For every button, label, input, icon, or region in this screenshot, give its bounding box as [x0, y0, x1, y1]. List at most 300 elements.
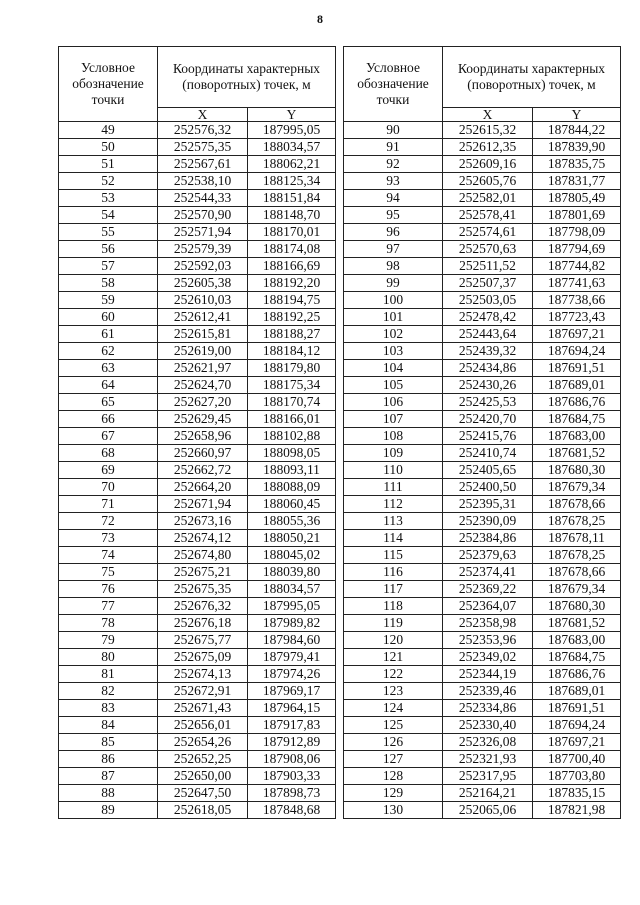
- point-number-cell: 102: [344, 326, 443, 343]
- y-coordinate-cell: 187835,15: [533, 785, 621, 802]
- x-coordinate-cell: 252430,26: [443, 377, 533, 394]
- x-coordinate-cell: 252672,91: [158, 683, 248, 700]
- table-row: [59, 462, 336, 479]
- x-coordinate-cell: 252582,01: [443, 190, 533, 207]
- point-number-cell: 79: [59, 632, 158, 649]
- y-coordinate-cell: 187700,40: [533, 751, 621, 768]
- point-number-cell: 68: [59, 445, 158, 462]
- point-number-cell: 122: [344, 666, 443, 683]
- point-number-cell: 130: [344, 802, 443, 819]
- x-coordinate-cell: 252609,16: [443, 156, 533, 173]
- point-number-cell: 54: [59, 207, 158, 224]
- x-coordinate-cell: 252615,81: [158, 326, 248, 343]
- table-row: [59, 479, 336, 496]
- table-row: [344, 751, 621, 768]
- x-coordinate-cell: 252344,19: [443, 666, 533, 683]
- point-number-cell: 116: [344, 564, 443, 581]
- y-coordinate-cell: 187678,25: [533, 513, 621, 530]
- point-number-cell: 121: [344, 649, 443, 666]
- table-row: [59, 139, 336, 156]
- point-number-cell: 73: [59, 530, 158, 547]
- point-number-cell: 120: [344, 632, 443, 649]
- point-number-cell: 91: [344, 139, 443, 156]
- x-coordinate-cell: 252575,35: [158, 139, 248, 156]
- y-coordinate-cell: 187680,30: [533, 462, 621, 479]
- point-number-cell: 123: [344, 683, 443, 700]
- table-row: [59, 156, 336, 173]
- table-row: [59, 734, 336, 751]
- point-number-cell: 100: [344, 292, 443, 309]
- point-number-cell: 62: [59, 343, 158, 360]
- x-coordinate-cell: 252374,41: [443, 564, 533, 581]
- point-number-cell: 71: [59, 496, 158, 513]
- table-row: [59, 802, 336, 819]
- table-row: [59, 411, 336, 428]
- table-row: [59, 581, 336, 598]
- x-coordinate-cell: 252676,32: [158, 598, 248, 615]
- x-coordinate-cell: 252579,39: [158, 241, 248, 258]
- y-coordinate-cell: 187680,30: [533, 598, 621, 615]
- y-coordinate-cell: 188151,84: [248, 190, 336, 207]
- y-coordinate-cell: 187678,25: [533, 547, 621, 564]
- point-number-cell: 114: [344, 530, 443, 547]
- y-coordinate-cell: 187723,43: [533, 309, 621, 326]
- point-number-cell: 76: [59, 581, 158, 598]
- y-coordinate-cell: 187903,33: [248, 768, 336, 785]
- x-coordinate-cell: 252065,06: [443, 802, 533, 819]
- x-coordinate-cell: 252321,93: [443, 751, 533, 768]
- point-number-cell: 104: [344, 360, 443, 377]
- table-row: [344, 190, 621, 207]
- y-coordinate-cell: 187908,06: [248, 751, 336, 768]
- point-number-cell: 59: [59, 292, 158, 309]
- point-number-cell: 78: [59, 615, 158, 632]
- table-row: [344, 173, 621, 190]
- x-coordinate-cell: 252612,41: [158, 309, 248, 326]
- table-row: [59, 292, 336, 309]
- x-coordinate-cell: 252674,13: [158, 666, 248, 683]
- x-coordinate-cell: 252656,01: [158, 717, 248, 734]
- x-coordinate-cell: 252420,70: [443, 411, 533, 428]
- x-coordinate-cell: 252567,61: [158, 156, 248, 173]
- y-coordinate-cell: 187678,66: [533, 564, 621, 581]
- x-coordinate-cell: 252619,00: [158, 343, 248, 360]
- x-coordinate-cell: 252369,22: [443, 581, 533, 598]
- x-coordinate-cell: 252395,31: [443, 496, 533, 513]
- table-row: [59, 700, 336, 717]
- table-row: [59, 360, 336, 377]
- x-coordinate-cell: 252353,96: [443, 632, 533, 649]
- y-coordinate-cell: 187741,63: [533, 275, 621, 292]
- y-column-header: Y: [533, 108, 621, 122]
- table-row: [59, 190, 336, 207]
- y-coordinate-cell: 188148,70: [248, 207, 336, 224]
- x-coordinate-cell: 252624,70: [158, 377, 248, 394]
- y-coordinate-cell: 187964,15: [248, 700, 336, 717]
- x-coordinate-cell: 252390,09: [443, 513, 533, 530]
- table-row: [344, 156, 621, 173]
- x-coordinate-cell: 252571,94: [158, 224, 248, 241]
- table-row: [344, 292, 621, 309]
- y-coordinate-cell: 187679,34: [533, 581, 621, 598]
- y-coordinate-cell: 188175,34: [248, 377, 336, 394]
- table-row: [344, 513, 621, 530]
- point-number-cell: 97: [344, 241, 443, 258]
- y-coordinate-cell: 187839,90: [533, 139, 621, 156]
- x-coordinate-cell: 252612,35: [443, 139, 533, 156]
- point-number-cell: 115: [344, 547, 443, 564]
- point-number-cell: 106: [344, 394, 443, 411]
- table-row: [59, 717, 336, 734]
- y-coordinate-cell: 187744,82: [533, 258, 621, 275]
- table-row: [59, 530, 336, 547]
- point-number-cell: 64: [59, 377, 158, 394]
- x-coordinate-cell: 252660,97: [158, 445, 248, 462]
- point-column-header: Условное обозначение точки: [344, 47, 443, 122]
- x-coordinate-cell: 252439,32: [443, 343, 533, 360]
- point-number-cell: 61: [59, 326, 158, 343]
- y-coordinate-cell: 187844,22: [533, 122, 621, 139]
- y-coordinate-cell: 187697,21: [533, 326, 621, 343]
- x-coordinate-cell: 252605,38: [158, 275, 248, 292]
- point-number-cell: 108: [344, 428, 443, 445]
- point-number-cell: 56: [59, 241, 158, 258]
- x-coordinate-cell: 252576,32: [158, 122, 248, 139]
- x-coordinate-cell: 252647,50: [158, 785, 248, 802]
- table-row: [59, 394, 336, 411]
- y-coordinate-cell: 187679,34: [533, 479, 621, 496]
- point-number-cell: 74: [59, 547, 158, 564]
- table-row: [59, 445, 336, 462]
- point-number-cell: 82: [59, 683, 158, 700]
- table-row: [59, 343, 336, 360]
- y-coordinate-cell: 187805,49: [533, 190, 621, 207]
- table-row: [59, 598, 336, 615]
- y-coordinate-cell: 187691,51: [533, 360, 621, 377]
- point-number-cell: 127: [344, 751, 443, 768]
- point-number-cell: 103: [344, 343, 443, 360]
- y-coordinate-cell: 187678,66: [533, 496, 621, 513]
- table-row: [344, 666, 621, 683]
- x-coordinate-cell: 252673,16: [158, 513, 248, 530]
- table-row: [344, 785, 621, 802]
- x-coordinate-cell: 252384,86: [443, 530, 533, 547]
- y-coordinate-cell: 187798,09: [533, 224, 621, 241]
- y-coordinate-cell: 188034,57: [248, 581, 336, 598]
- point-number-cell: 85: [59, 734, 158, 751]
- point-number-cell: 83: [59, 700, 158, 717]
- y-coordinate-cell: 188088,09: [248, 479, 336, 496]
- table-row: [344, 122, 621, 139]
- point-number-cell: 75: [59, 564, 158, 581]
- x-coordinate-cell: 252443,64: [443, 326, 533, 343]
- x-coordinate-cell: 252507,37: [443, 275, 533, 292]
- y-coordinate-cell: 187684,75: [533, 649, 621, 666]
- table-row: [59, 428, 336, 445]
- point-number-cell: 119: [344, 615, 443, 632]
- table-row: [344, 768, 621, 785]
- y-coordinate-cell: 188125,34: [248, 173, 336, 190]
- x-coordinate-cell: 252627,20: [158, 394, 248, 411]
- y-coordinate-cell: 187689,01: [533, 377, 621, 394]
- x-coordinate-cell: 252605,76: [443, 173, 533, 190]
- table-row: [344, 275, 621, 292]
- table-row: [59, 173, 336, 190]
- coordinates-table-left: [58, 46, 336, 819]
- table-row: [344, 717, 621, 734]
- y-coordinate-cell: 187831,77: [533, 173, 621, 190]
- table-row: [344, 598, 621, 615]
- table-row: [59, 632, 336, 649]
- y-coordinate-cell: 187917,83: [248, 717, 336, 734]
- point-number-cell: 126: [344, 734, 443, 751]
- x-coordinate-cell: 252478,42: [443, 309, 533, 326]
- point-number-cell: 101: [344, 309, 443, 326]
- y-coordinate-cell: 187979,41: [248, 649, 336, 666]
- point-number-cell: 105: [344, 377, 443, 394]
- x-coordinate-cell: 252578,41: [443, 207, 533, 224]
- point-number-cell: 118: [344, 598, 443, 615]
- y-coordinate-cell: 187681,52: [533, 615, 621, 632]
- table-row: [59, 547, 336, 564]
- table-row: [59, 224, 336, 241]
- table-row: [344, 462, 621, 479]
- x-coordinate-cell: 252621,97: [158, 360, 248, 377]
- point-number-cell: 88: [59, 785, 158, 802]
- point-number-cell: 117: [344, 581, 443, 598]
- x-coordinate-cell: 252574,61: [443, 224, 533, 241]
- point-number-cell: 92: [344, 156, 443, 173]
- y-coordinate-cell: 188179,80: [248, 360, 336, 377]
- x-coordinate-cell: 252662,72: [158, 462, 248, 479]
- x-coordinate-cell: 252544,33: [158, 190, 248, 207]
- point-number-cell: 81: [59, 666, 158, 683]
- table-row: [59, 326, 336, 343]
- y-coordinate-cell: 187694,24: [533, 717, 621, 734]
- table-row: [344, 411, 621, 428]
- point-number-cell: 52: [59, 173, 158, 190]
- x-coordinate-cell: 252538,10: [158, 173, 248, 190]
- x-coordinate-cell: 252400,50: [443, 479, 533, 496]
- x-coordinate-cell: 252671,43: [158, 700, 248, 717]
- x-coordinate-cell: 252349,02: [443, 649, 533, 666]
- table-row: [344, 632, 621, 649]
- point-number-cell: 67: [59, 428, 158, 445]
- y-coordinate-cell: 187678,11: [533, 530, 621, 547]
- point-number-cell: 58: [59, 275, 158, 292]
- y-coordinate-cell: 187989,82: [248, 615, 336, 632]
- x-coordinate-cell: 252410,74: [443, 445, 533, 462]
- point-number-cell: 112: [344, 496, 443, 513]
- y-coordinate-cell: 187681,52: [533, 445, 621, 462]
- y-coordinate-cell: 187683,00: [533, 632, 621, 649]
- y-coordinate-cell: 188060,45: [248, 496, 336, 513]
- point-number-cell: 124: [344, 700, 443, 717]
- y-coordinate-cell: 187995,05: [248, 598, 336, 615]
- table-row: [344, 683, 621, 700]
- y-coordinate-cell: 187848,68: [248, 802, 336, 819]
- x-coordinate-cell: 252358,98: [443, 615, 533, 632]
- y-coordinate-cell: 188050,21: [248, 530, 336, 547]
- x-coordinate-cell: 252652,25: [158, 751, 248, 768]
- coordinates-column-header: Координаты характерных (поворотных) точек, м: [443, 47, 621, 108]
- point-number-cell: 107: [344, 411, 443, 428]
- point-number-cell: 70: [59, 479, 158, 496]
- point-number-cell: 96: [344, 224, 443, 241]
- table-row: [344, 581, 621, 598]
- y-coordinate-cell: 187686,76: [533, 394, 621, 411]
- x-coordinate-cell: 252326,08: [443, 734, 533, 751]
- table-row: [59, 241, 336, 258]
- point-number-cell: 113: [344, 513, 443, 530]
- table-row: [344, 802, 621, 819]
- table-row: [59, 513, 336, 530]
- table-row: [344, 547, 621, 564]
- x-coordinate-cell: 252676,18: [158, 615, 248, 632]
- x-coordinate-cell: 252654,26: [158, 734, 248, 751]
- y-coordinate-cell: 187974,26: [248, 666, 336, 683]
- y-coordinate-cell: 187984,60: [248, 632, 336, 649]
- point-number-cell: 86: [59, 751, 158, 768]
- y-coordinate-cell: 187995,05: [248, 122, 336, 139]
- x-coordinate-cell: 252364,07: [443, 598, 533, 615]
- y-column-header: Y: [248, 108, 336, 122]
- x-coordinate-cell: 252330,40: [443, 717, 533, 734]
- x-coordinate-cell: 252610,03: [158, 292, 248, 309]
- table-row: [344, 564, 621, 581]
- table-row: [344, 649, 621, 666]
- y-coordinate-cell: 187683,00: [533, 428, 621, 445]
- x-column-header: X: [443, 108, 533, 122]
- table-row: [59, 649, 336, 666]
- table-row: [344, 309, 621, 326]
- y-coordinate-cell: 187794,69: [533, 241, 621, 258]
- x-coordinate-cell: 252658,96: [158, 428, 248, 445]
- point-number-cell: 125: [344, 717, 443, 734]
- point-number-cell: 55: [59, 224, 158, 241]
- y-coordinate-cell: 188093,11: [248, 462, 336, 479]
- point-number-cell: 69: [59, 462, 158, 479]
- point-number-cell: 129: [344, 785, 443, 802]
- x-coordinate-cell: 252434,86: [443, 360, 533, 377]
- point-number-cell: 72: [59, 513, 158, 530]
- point-number-cell: 87: [59, 768, 158, 785]
- table-row: [344, 530, 621, 547]
- table-row: [344, 734, 621, 751]
- x-coordinate-cell: 252674,80: [158, 547, 248, 564]
- point-number-cell: 90: [344, 122, 443, 139]
- table-row: [344, 360, 621, 377]
- coordinates-column-header: Координаты характерных (поворотных) точек, м: [158, 47, 336, 108]
- y-coordinate-cell: 187691,51: [533, 700, 621, 717]
- point-number-cell: 98: [344, 258, 443, 275]
- y-coordinate-cell: 187835,75: [533, 156, 621, 173]
- y-coordinate-cell: 188192,20: [248, 275, 336, 292]
- y-coordinate-cell: 187694,24: [533, 343, 621, 360]
- x-coordinate-cell: 252379,63: [443, 547, 533, 564]
- x-coordinate-cell: 252674,12: [158, 530, 248, 547]
- x-coordinate-cell: 252405,65: [443, 462, 533, 479]
- y-coordinate-cell: 188194,75: [248, 292, 336, 309]
- point-number-cell: 53: [59, 190, 158, 207]
- table-row: [344, 615, 621, 632]
- x-coordinate-cell: 252592,03: [158, 258, 248, 275]
- y-coordinate-cell: 188170,01: [248, 224, 336, 241]
- table-row: [344, 343, 621, 360]
- table-row: [344, 377, 621, 394]
- table-row: [59, 683, 336, 700]
- y-coordinate-cell: 187703,80: [533, 768, 621, 785]
- y-coordinate-cell: 188034,57: [248, 139, 336, 156]
- point-number-cell: 128: [344, 768, 443, 785]
- table-row: [344, 241, 621, 258]
- y-coordinate-cell: 187689,01: [533, 683, 621, 700]
- y-coordinate-cell: 187684,75: [533, 411, 621, 428]
- table-row: [344, 479, 621, 496]
- table-row: [59, 207, 336, 224]
- point-number-cell: 49: [59, 122, 158, 139]
- coordinates-table-right: [343, 46, 621, 819]
- table-row: [344, 445, 621, 462]
- point-number-cell: 77: [59, 598, 158, 615]
- y-coordinate-cell: 188184,12: [248, 343, 336, 360]
- page-number: 8: [317, 12, 323, 26]
- x-coordinate-cell: 252570,90: [158, 207, 248, 224]
- point-number-cell: 109: [344, 445, 443, 462]
- table-row: [59, 785, 336, 802]
- table-row: [59, 496, 336, 513]
- x-coordinate-cell: 252664,20: [158, 479, 248, 496]
- table-body-right: [344, 122, 621, 819]
- table-row: [344, 258, 621, 275]
- table-row: [59, 666, 336, 683]
- x-coordinate-cell: 252675,09: [158, 649, 248, 666]
- point-number-cell: 66: [59, 411, 158, 428]
- y-coordinate-cell: 187801,69: [533, 207, 621, 224]
- point-number-cell: 60: [59, 309, 158, 326]
- table-row: [344, 207, 621, 224]
- point-number-cell: 110: [344, 462, 443, 479]
- y-coordinate-cell: 187912,89: [248, 734, 336, 751]
- point-number-cell: 50: [59, 139, 158, 156]
- table-body-left: [59, 122, 336, 819]
- point-number-cell: 93: [344, 173, 443, 190]
- x-coordinate-cell: 252675,77: [158, 632, 248, 649]
- table-row: [344, 496, 621, 513]
- table-row: [344, 224, 621, 241]
- x-coordinate-cell: 252425,53: [443, 394, 533, 411]
- table-row: [59, 615, 336, 632]
- y-coordinate-cell: 187821,98: [533, 802, 621, 819]
- x-coordinate-cell: 252618,05: [158, 802, 248, 819]
- table-row: [344, 326, 621, 343]
- table-row: [59, 564, 336, 581]
- y-coordinate-cell: 188039,80: [248, 564, 336, 581]
- point-number-cell: 111: [344, 479, 443, 496]
- table-row: [59, 122, 336, 139]
- point-number-cell: 65: [59, 394, 158, 411]
- y-coordinate-cell: 188166,01: [248, 411, 336, 428]
- y-coordinate-cell: 187969,17: [248, 683, 336, 700]
- x-coordinate-cell: 252339,46: [443, 683, 533, 700]
- y-coordinate-cell: 188174,08: [248, 241, 336, 258]
- y-coordinate-cell: 188062,21: [248, 156, 336, 173]
- x-coordinate-cell: 252415,76: [443, 428, 533, 445]
- y-coordinate-cell: 187697,21: [533, 734, 621, 751]
- point-number-cell: 99: [344, 275, 443, 292]
- y-coordinate-cell: 188045,02: [248, 547, 336, 564]
- point-number-cell: 95: [344, 207, 443, 224]
